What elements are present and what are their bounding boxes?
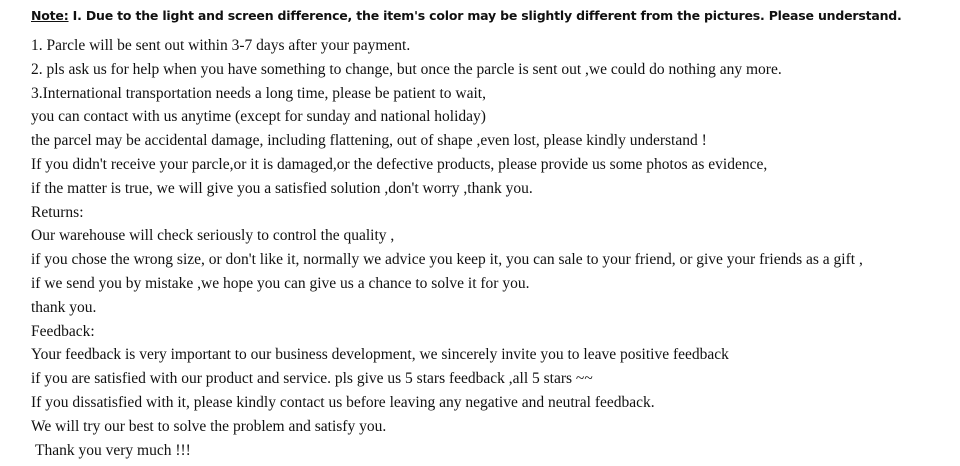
note-label: Note: xyxy=(31,8,69,23)
try-our-best-line: We will try our best to solve the problem and satisfy you. xyxy=(31,417,387,435)
note-heading xyxy=(31,8,902,23)
accidental-damage-line: the parcel may be accidental damage, including flattening, out of shape ,even lost, please kindly understand ! xyxy=(31,132,707,150)
quality-check-line: Our warehouse will check seriously to control the quality , xyxy=(31,227,395,245)
not-received-line: If you didn't receive your parcle,or it is damaged,or the defective products, please provide us some photos as evidence, xyxy=(31,155,768,173)
shipping-time-line: 1. Parcle will be sent out within 3-7 days after your payment. xyxy=(31,37,411,54)
closing-thanks-line: Thank you very much !!! xyxy=(35,441,191,459)
feedback-importance-line: Your feedback is very important to our business development, we sincerely invite you to leave positive feedback xyxy=(31,346,729,364)
wrong-size-line: if you chose the wrong size, or don't like it, normally we advice you keep it, you can sale to your friend, or give your friends as a gift , xyxy=(31,251,863,269)
international-transport-line: 3.International transportation needs a long time, please be patient to wait, xyxy=(31,84,486,102)
policy-text-block xyxy=(31,34,956,462)
feedback-heading: Feedback: xyxy=(31,322,95,340)
change-request-line: 2. pls ask us for help when you have something to change, but once the parcle is sent out ,we could do nothing any more. xyxy=(31,60,782,78)
mistake-line: if we send you by mistake ,we hope you can give us a chance to solve it for you. xyxy=(31,274,530,292)
returns-heading: Returns: xyxy=(31,203,84,221)
contact-anytime-line: you can contact with us anytime (except for sunday and national holiday) xyxy=(31,108,486,126)
note-text: I. Due to the light and screen difference, the item's color may be slightly different from the pictures. Please understand. xyxy=(68,8,902,23)
five-stars-line: if you are satisfied with our product and service. pls give us 5 stars feedback ,all 5 stars ~~ xyxy=(31,370,593,388)
dissatisfied-line: If you dissatisfied with it, please kindly contact us before leaving any negative and neutral feedback. xyxy=(31,393,655,411)
thank-you-line: thank you. xyxy=(31,298,97,316)
satisfied-solution-line: if the matter is true, we will give you a satisfied solution ,don't worry ,thank you. xyxy=(31,179,533,197)
